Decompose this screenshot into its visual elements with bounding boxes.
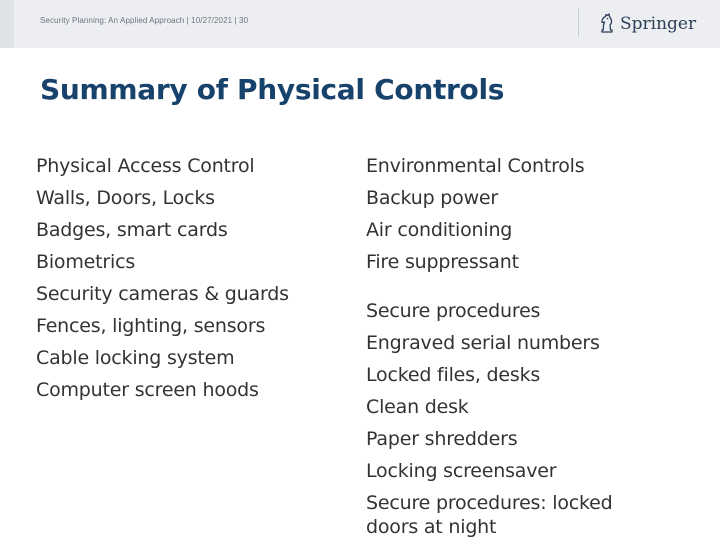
list-item: Walls, Doors, Locks — [36, 187, 215, 209]
list-item: Locked files, desks — [366, 364, 541, 386]
secure-procedures-list — [366, 295, 656, 539]
list-item: Locking screensaver — [366, 460, 557, 482]
header-divider — [578, 9, 579, 37]
logo-text: Springer — [620, 13, 697, 34]
list-item: Backup power — [366, 187, 499, 209]
list-item: Cable locking system — [36, 347, 235, 369]
list-item: Badges, smart cards — [36, 219, 228, 241]
list-item: Physical Access Control — [36, 155, 255, 177]
header-accent-bar — [0, 0, 14, 48]
list-item: Fire suppressant — [366, 251, 519, 273]
springer-logo — [598, 10, 696, 36]
list-item: Computer screen hoods — [36, 379, 259, 401]
slide-title: Summary of Physical Controls — [40, 73, 505, 106]
list-item: Fences, lighting, sensors — [36, 315, 266, 337]
list-item: Air conditioning — [366, 219, 513, 241]
list-item: Secure procedures — [366, 300, 541, 322]
list-item: Security cameras & guards — [36, 283, 289, 305]
physical-access-list — [36, 150, 289, 406]
list-item: Paper shredders — [366, 428, 518, 450]
list-item: Secure procedures: locked doors at night — [366, 492, 613, 538]
list-item: Engraved serial numbers — [366, 332, 600, 354]
list-item: Clean desk — [366, 396, 469, 418]
environmental-controls-list — [366, 150, 584, 278]
list-item: Biometrics — [36, 251, 136, 273]
list-item: Environmental Controls — [366, 155, 585, 177]
running-header: Security Planning: An Applied Approach | 10/27/2021 | 30 — [40, 16, 249, 25]
chess-knight-icon — [598, 12, 616, 34]
